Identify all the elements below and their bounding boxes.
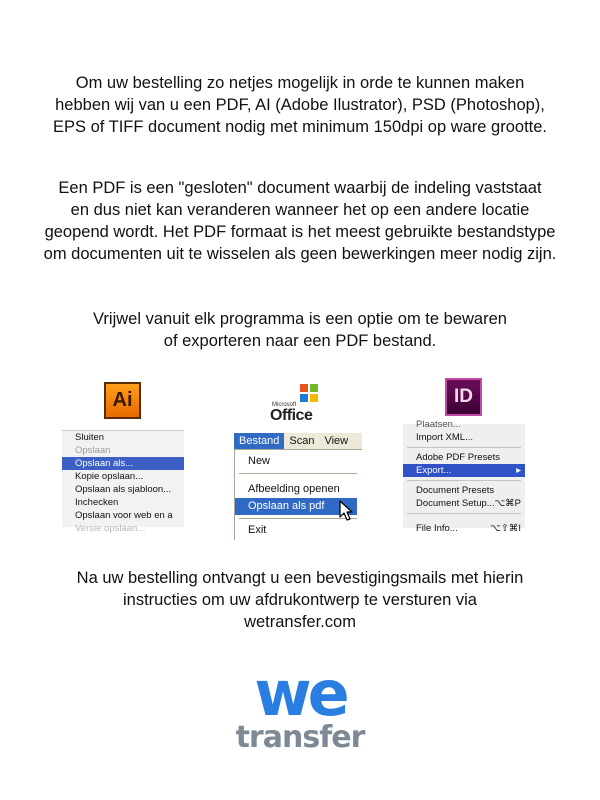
indesign-file-menu: [403, 419, 525, 534]
office-logo: [270, 382, 326, 428]
menu-item-export-label: Export...: [416, 465, 452, 476]
shortcut-label: ⌥⌘P: [494, 498, 521, 509]
menu-separator: [407, 513, 521, 514]
office-file-dropdown: [234, 450, 357, 540]
export-info-paragraph: [0, 308, 600, 352]
export-info-line: of exporteren naar een PDF bestand.: [163, 332, 437, 350]
intro-line: Om uw bestelling zo netjes mogelijk in orde te kunnen maken: [75, 74, 525, 92]
menu-separator: [239, 473, 357, 474]
menu-view[interactable]: View: [324, 435, 349, 447]
intro-line: hebben wij van u een PDF, AI (Adobe Ilustrator), PSD (Photoshop),: [55, 96, 545, 114]
pdf-info-line: om documenten uit te wisselen als geen bewerkingen meer nodig zijn.: [43, 245, 557, 263]
menu-item-file-info-label: File Info...: [416, 523, 458, 534]
export-info-line: Vrijwel vanuit elk programma is een optie om te bewaren: [93, 310, 507, 328]
office-menubar: [234, 433, 362, 450]
menu-item-kopie-opslaan[interactable]: Kopie opslaan...: [75, 471, 144, 482]
office-screenshot: [234, 382, 362, 540]
closing-paragraph: [0, 567, 600, 633]
closing-line: wetransfer.com: [244, 613, 356, 631]
menu-separator: [407, 480, 521, 481]
menu-scan[interactable]: Scan: [289, 435, 315, 447]
submenu-arrow-icon: ▸: [516, 465, 521, 476]
pdf-info-line: Een PDF is een "gesloten" document waarbij de indeling vaststaat: [58, 179, 542, 197]
menu-separator: [407, 447, 521, 448]
menu-item-opslaan-als-pdf[interactable]: Opslaan als pdf: [235, 498, 357, 515]
menu-item-opslaan-voor-web[interactable]: Opslaan voor web en a: [75, 510, 173, 521]
menu-item-opslaan: Opslaan: [75, 445, 111, 456]
menu-item-afbeelding-openen[interactable]: Afbeelding openen: [248, 483, 340, 495]
menu-item-inchecken[interactable]: Inchecken: [75, 497, 119, 508]
illustrator-logo-icon: Ai: [104, 382, 141, 419]
pdf-info-line: en dus niet kan veranderen wanneer het op een andere locatie: [70, 201, 530, 219]
menu-item-opslaan-als[interactable]: Opslaan als...: [62, 457, 184, 470]
intro-line: EPS of TIFF document nodig met minimum 150dpi op ware grootte.: [52, 118, 548, 136]
menu-item-document-setup-label: Document Setup...: [416, 498, 495, 509]
menu-item-import-xml[interactable]: Import XML...: [416, 432, 474, 443]
menu-item-document-presets[interactable]: Document Presets: [416, 485, 495, 496]
pdf-info-paragraph: [0, 177, 600, 265]
wetransfer-logo-mark: we: [254, 657, 346, 730]
menu-item-sluiten[interactable]: Sluiten: [75, 432, 105, 443]
menu-bestand[interactable]: Bestand: [234, 433, 284, 449]
illustrator-screenshot: [62, 378, 184, 534]
office-logo-text: Office: [270, 407, 313, 424]
menu-item-export[interactable]: [403, 464, 525, 477]
office-grid-icon: [300, 384, 318, 402]
shortcut-label: ⌥⇧⌘I: [489, 523, 521, 534]
pdf-info-line: geopend wordt. Het PDF formaat is het meest gebruikte bestandstype: [44, 223, 556, 241]
indesign-logo-icon: ID: [445, 378, 482, 416]
intro-paragraph: [0, 72, 600, 138]
wetransfer-logo: [235, 657, 365, 755]
office-logo-small-text: Microsoft: [272, 402, 297, 408]
menu-item-adobe-pdf-presets[interactable]: Adobe PDF Presets: [416, 452, 500, 463]
menu-item-cut-off: Plaatsen...: [416, 419, 461, 430]
menu-item-new[interactable]: New: [248, 455, 271, 467]
indesign-screenshot: [403, 378, 525, 534]
menu-item-versie-opslaan: Versie opslaan...: [75, 523, 146, 534]
closing-line: instructies om uw afdrukontwerp te versturen via: [123, 591, 477, 609]
wetransfer-logo-word: transfer: [235, 720, 365, 755]
menu-item-file-info[interactable]: [403, 522, 525, 535]
illustrator-file-menu: [62, 430, 184, 534]
menu-item-document-setup[interactable]: [403, 497, 525, 510]
menu-item-exit[interactable]: Exit: [248, 524, 267, 536]
menu-item-opslaan-als-sjabloon[interactable]: Opslaan als sjabloon...: [75, 484, 172, 495]
closing-line: Na uw bestelling ontvangt u een bevestigingsmails met hierin: [76, 569, 524, 587]
mouse-cursor-icon: [339, 500, 355, 522]
